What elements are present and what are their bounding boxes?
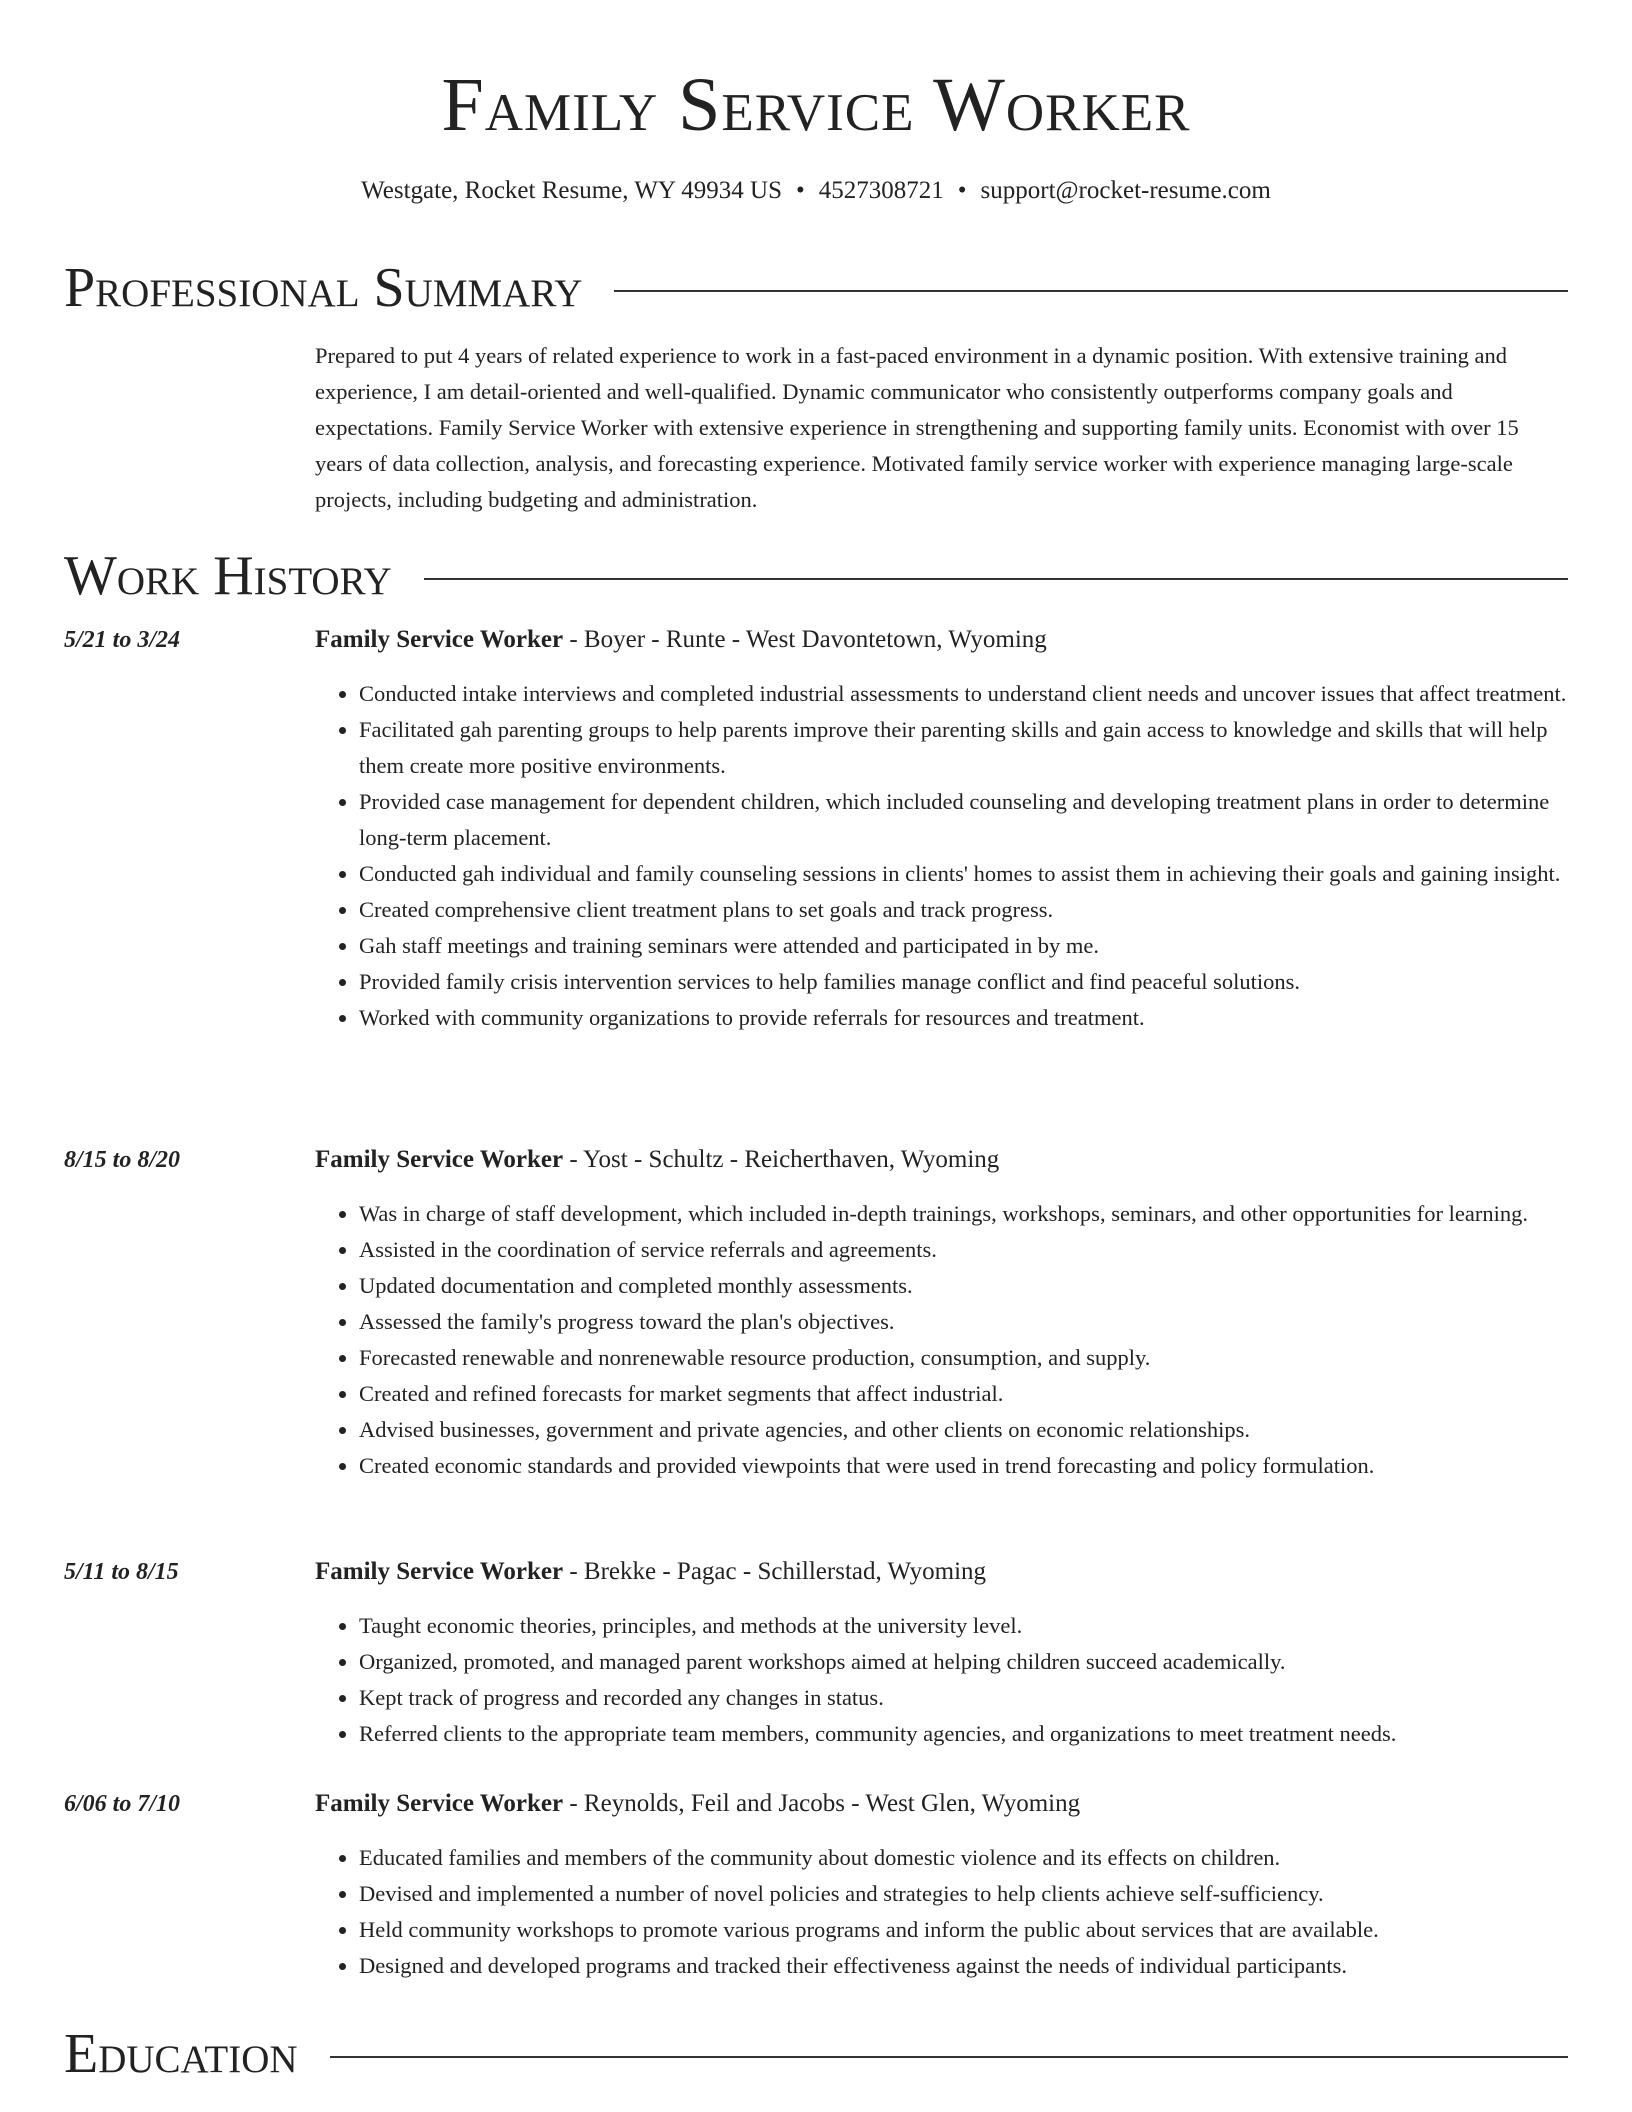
section-title-summary: Professional Summary xyxy=(64,257,583,319)
section-header-education xyxy=(64,2024,1568,2084)
contact-separator: • xyxy=(957,177,967,204)
job-bullet: • Created and refined forecasts for market segments that affect industrial. xyxy=(359,1376,1570,1412)
section-divider xyxy=(424,578,1568,580)
contact-separator: • xyxy=(796,177,805,204)
job-bullet: • Advised businesses, government and private agencies, and other clients on economic relationships. xyxy=(359,1412,1570,1448)
job-bullet: • Designed and developed programs and tracked their effectiveness against the needs of individual participants. xyxy=(359,1948,1570,1984)
job-dates: 6/06 to 7/10 xyxy=(64,1791,181,1817)
job-bullet: • Kept track of progress and recorded any changes in status. xyxy=(359,1680,1570,1716)
job-bullet: • Forecasted renewable and nonrenewable resource production, consumption, and supply. xyxy=(359,1340,1570,1376)
job-bullet: • Provided case management for dependent children, which included counseling and developing treatment plans in order to determine long-term placement. xyxy=(359,784,1570,856)
job-headline xyxy=(315,1554,1570,1590)
job-bullet: • Was in charge of staff development, which included in-depth trainings, workshops, seminars, and other opportunities for learning. xyxy=(359,1196,1570,1232)
job-dates: 5/11 to 8/15 xyxy=(64,1559,179,1585)
contact-address: Westgate, Rocket Resume, WY 49934 US xyxy=(361,177,782,204)
job-bullet: • Updated documentation and completed monthly assessments. xyxy=(359,1268,1570,1304)
job-bullet: • Gah staff meetings and training seminars were attended and participated in by me. xyxy=(359,928,1570,964)
contact-line xyxy=(0,174,1632,208)
job-title: Family Service Worker xyxy=(315,1146,564,1173)
job-dates: 5/21 to 3/24 xyxy=(64,627,181,653)
job-employer-location: - Boyer - Runte - West Davontetown, Wyoming xyxy=(563,626,1047,653)
job-bullet: • Devised and implemented a number of novel policies and strategies to help clients achieve self-sufficiency. xyxy=(359,1876,1570,1912)
section-header-work xyxy=(64,546,1568,606)
job-bullet-list xyxy=(315,1608,1570,1752)
job-bullet-list xyxy=(315,676,1570,1036)
job-bullet: • Facilitated gah parenting groups to help parents improve their parenting skills and gain access to knowledge and skills that will help them create more positive environments. xyxy=(359,712,1570,784)
summary-text: Prepared to put 4 years of related experience to work in a fast-paced environment in a dynamic position. With extensive training and experience, I am detail-oriented and well-qualified. Dynamic communicator who consistently outperforms company goals and expectations. Family Service Worker with extensive experience in strengthening and supporting family units. Economist with over 15 years of data collection, analysis, and forecasting experience. Motivated family service worker with experience managing large-scale projects, including budgeting and administration. xyxy=(315,343,1519,512)
job-employer-location: - Brekke - Pagac - Schillerstad, Wyoming xyxy=(563,1558,987,1585)
section-divider xyxy=(330,2056,1568,2058)
job-bullet: • Referred clients to the appropriate team members, community agencies, and organizations to meet treatment needs. xyxy=(359,1716,1570,1752)
job-title: Family Service Worker xyxy=(315,1790,564,1817)
job-title: Family Service Worker xyxy=(315,1558,564,1585)
section-header-summary xyxy=(64,258,1568,318)
job-headline xyxy=(315,622,1570,658)
job-bullet: • Assisted in the coordination of service referrals and agreements. xyxy=(359,1232,1570,1268)
job-bullet: • Worked with community organizations to provide referrals for resources and treatment. xyxy=(359,1000,1570,1036)
candidate-name: Family Service Worker xyxy=(441,63,1191,147)
section-title-work: Work History xyxy=(64,545,392,607)
job-bullet: • Taught economic theories, principles, and methods at the university level. xyxy=(359,1608,1570,1644)
job-bullet-list xyxy=(315,1840,1570,1984)
contact-email: support@rocket-resume.com xyxy=(980,177,1271,204)
job-bullet: • Provided family crisis intervention services to help families manage conflict and find peaceful solutions. xyxy=(359,964,1570,1000)
job-bullet: • Organized, promoted, and managed parent workshops aimed at helping children succeed academically. xyxy=(359,1644,1570,1680)
job-headline xyxy=(315,1142,1570,1178)
contact-phone: 4527308721 xyxy=(818,177,944,204)
job-title: Family Service Worker xyxy=(315,626,564,653)
section-divider xyxy=(614,290,1568,292)
job-dates: 8/15 to 8/20 xyxy=(64,1147,181,1173)
job-bullet: • Created comprehensive client treatment plans to set goals and track progress. xyxy=(359,892,1570,928)
section-title-education: Education xyxy=(64,2023,298,2085)
job-bullet: • Created economic standards and provided viewpoints that were used in trend forecasting and policy formulation. xyxy=(359,1448,1570,1484)
job-headline xyxy=(315,1786,1570,1822)
job-employer-location: - Reynolds, Feil and Jacobs - West Glen, Wyoming xyxy=(563,1790,1081,1817)
job-bullet: • Assessed the family's progress toward the plan's objectives. xyxy=(359,1304,1570,1340)
job-bullet: • Educated families and members of the community about domestic violence and its effects on children. xyxy=(359,1840,1570,1876)
job-bullet-list xyxy=(315,1196,1570,1484)
job-bullet: • Conducted gah individual and family counseling sessions in clients' homes to assist them in achieving their goals and gaining insight. xyxy=(359,856,1570,892)
job-bullet: • Held community workshops to promote various programs and inform the public about services that are available. xyxy=(359,1912,1570,1948)
job-employer-location: - Yost - Schultz - Reicherthaven, Wyoming xyxy=(563,1146,1000,1173)
job-bullet: • Conducted intake interviews and completed industrial assessments to understand client needs and uncover issues that affect treatment. xyxy=(359,676,1570,712)
